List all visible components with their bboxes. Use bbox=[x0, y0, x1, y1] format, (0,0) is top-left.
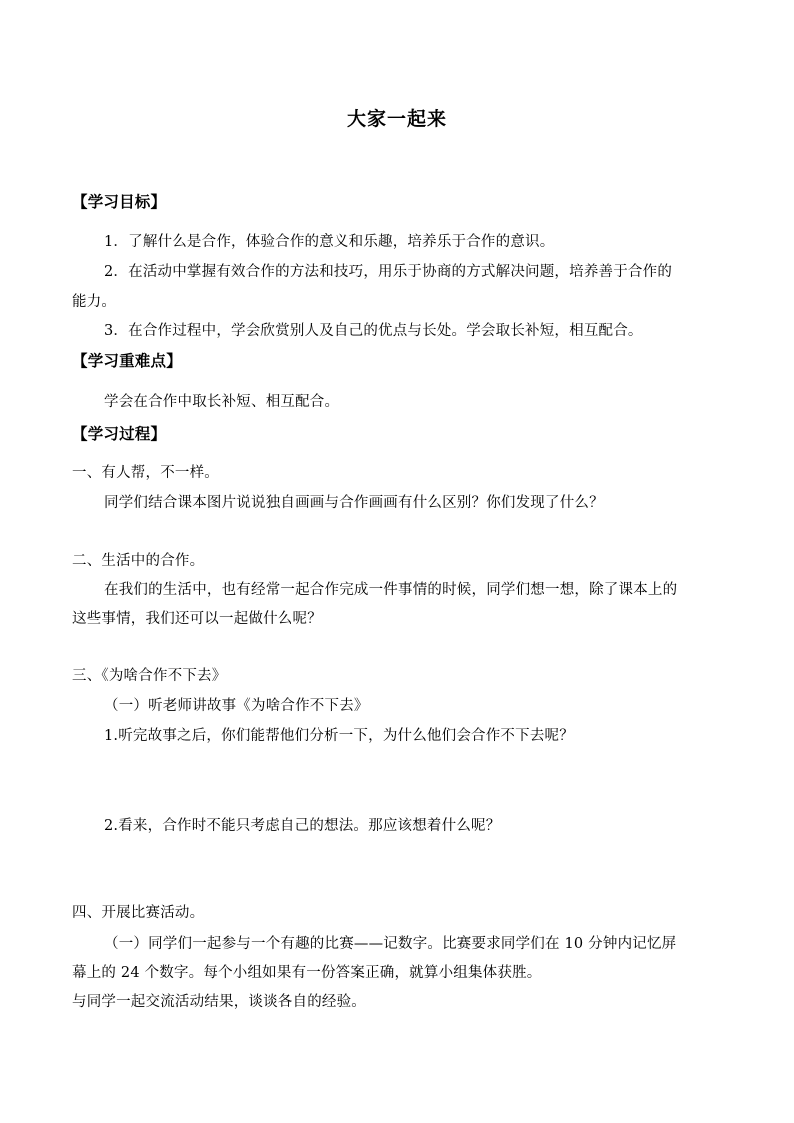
part3-question-1: 1.听完故事之后，你们能帮他们分析一下，为什么他们会合作不下去呢？ bbox=[104, 728, 574, 744]
goal-item-1: 1．了解什么是合作，体验合作的意义和乐趣，培养乐于合作的意识。 bbox=[104, 234, 555, 250]
part4-title: 四、开展比赛活动。 bbox=[72, 905, 205, 921]
part4-text-line3: 与同学一起交流活动结果，谈谈各自的经验。 bbox=[72, 994, 366, 1010]
key-points-text: 学会在合作中取长补短、相互配合。 bbox=[104, 394, 340, 410]
goal-item-2: 2．在活动中掌握有效合作的方法和技巧，用乐于协商的方式解决问题，培养善于合作的 bbox=[104, 264, 673, 280]
part2-text-line1: 在我们的生活中，也有经常一起合作完成一件事情的时候，同学们想一想，除了课本上的 bbox=[104, 582, 678, 598]
part4-text-line1: （一）同学们一起参与一个有趣的比赛——记数字。比赛要求同学们在 10 分钟内记忆屏 bbox=[104, 936, 677, 952]
process-heading: 【学习过程】 bbox=[72, 424, 167, 443]
part1-title: 一、有人帮，不一样。 bbox=[72, 465, 219, 481]
part4-text-line2: 幕上的 24 个数字。每个小组如果有一份答案正确，就算小组集体获胜。 bbox=[72, 965, 542, 981]
part3-title: 三、《为啥合作不下去》 bbox=[72, 668, 227, 684]
part3-sub1: （一）听老师讲故事《为啥合作不下去》 bbox=[104, 698, 369, 714]
part2-text-line2: 这些事情，我们还可以一起做什么呢？ bbox=[72, 611, 322, 627]
part1-text: 同学们结合课本图片说说独自画画与合作画画有什么区别？你们发现了什么？ bbox=[104, 495, 604, 511]
goal-item-2-continued: 能力。 bbox=[72, 294, 117, 310]
part2-title: 二、生活中的合作。 bbox=[72, 553, 205, 569]
goals-heading: 【学习目标】 bbox=[72, 192, 167, 211]
part3-question-2: 2.看来，合作时不能只考虑自己的想法。那应该想着什么呢？ bbox=[104, 818, 501, 834]
key-points-heading: 【学习重难点】 bbox=[72, 351, 182, 370]
goal-item-3: 3．在合作过程中，学会欣赏别人及自己的优点与长处。学会取长补短，相互配合。 bbox=[104, 323, 643, 339]
document-title: 大家一起来 bbox=[346, 108, 447, 130]
